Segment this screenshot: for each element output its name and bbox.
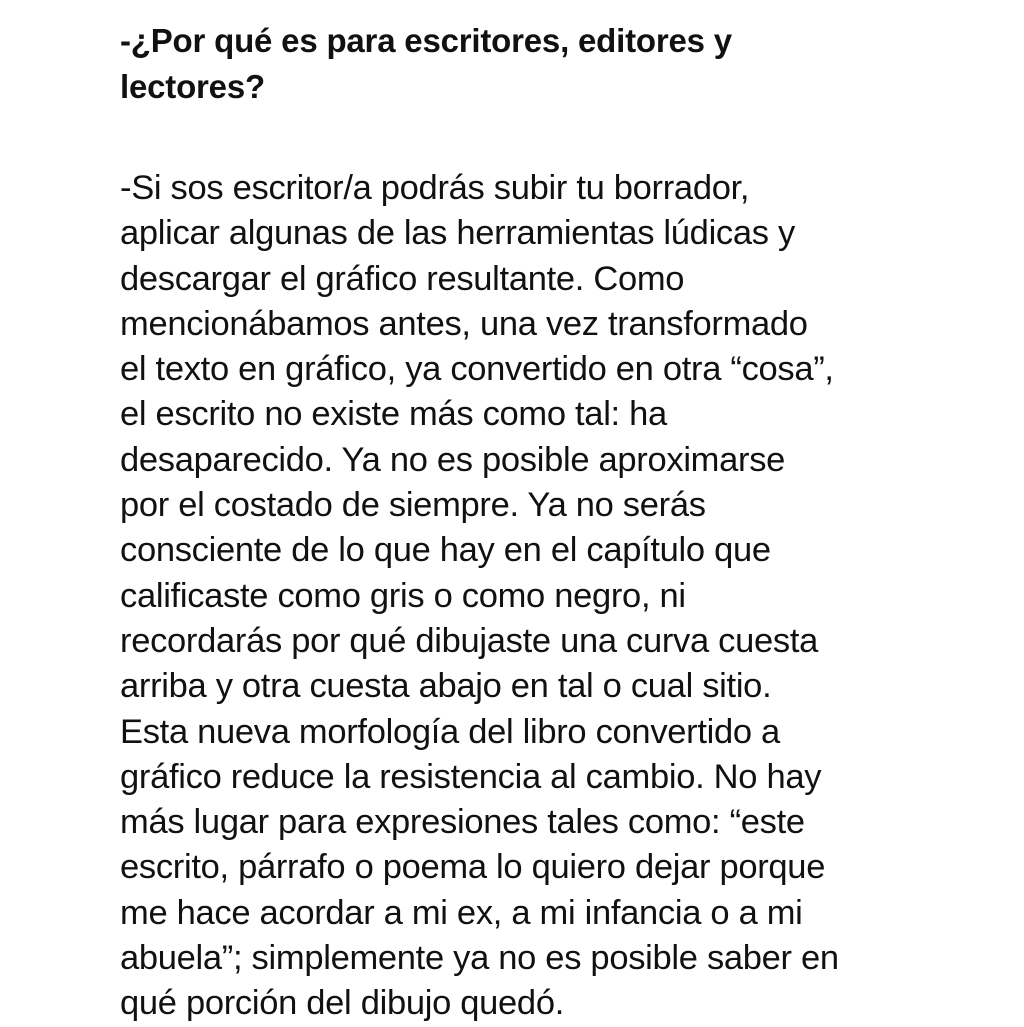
paragraph-line: escrito, párrafo o poema lo quiero dejar porque bbox=[120, 848, 826, 887]
paragraph-line: mencionábamos antes, una vez transformado bbox=[120, 304, 808, 343]
paragraph-line: recordarás por qué dibujaste una curva cuesta bbox=[120, 621, 819, 660]
paragraph-line: más lugar para expresiones tales como: “este bbox=[120, 803, 805, 842]
paragraph-line: -Si sos escritor/a podrás subir tu borrador, bbox=[120, 169, 750, 207]
paragraph-line: me hace acordar a mi ex, a mi infancia o a mi bbox=[120, 893, 803, 932]
paragraph-line: qué porción del dibujo quedó. bbox=[120, 984, 564, 1023]
paragraph-line: el texto en gráfico, ya convertido en otra “cosa”, bbox=[120, 350, 834, 389]
paragraph-line: consciente de lo que hay en el capítulo que bbox=[120, 531, 771, 570]
paragraph-line: calificaste como gris o como negro, ni bbox=[120, 576, 686, 615]
paragraph-line: Esta nueva morfología del libro convertido a bbox=[120, 712, 780, 751]
paragraph-line: el escrito no existe más como tal: ha bbox=[120, 395, 667, 434]
document-page bbox=[120, 18, 1000, 1027]
paragraph-line: descargar el gráfico resultante. Como bbox=[120, 259, 685, 298]
paragraph-line: por el costado de siempre. Ya no serás bbox=[120, 486, 706, 525]
section-heading: -¿Por qué es para escritores, editores y lectores? bbox=[120, 22, 732, 105]
paragraph-line: gráfico reduce la resistencia al cambio. No hay bbox=[120, 757, 822, 796]
body-paragraph bbox=[120, 166, 1020, 1027]
paragraph-line: desaparecido. Ya no es posible aproximarse bbox=[120, 440, 786, 479]
paragraph-line: abuela”; simplemente ya no es posible saber en bbox=[120, 939, 839, 978]
paragraph-line: arriba y otra cuesta abajo en tal o cual sitio. bbox=[120, 667, 772, 706]
paragraph-line: aplicar algunas de las herramientas lúdicas y bbox=[120, 214, 795, 253]
